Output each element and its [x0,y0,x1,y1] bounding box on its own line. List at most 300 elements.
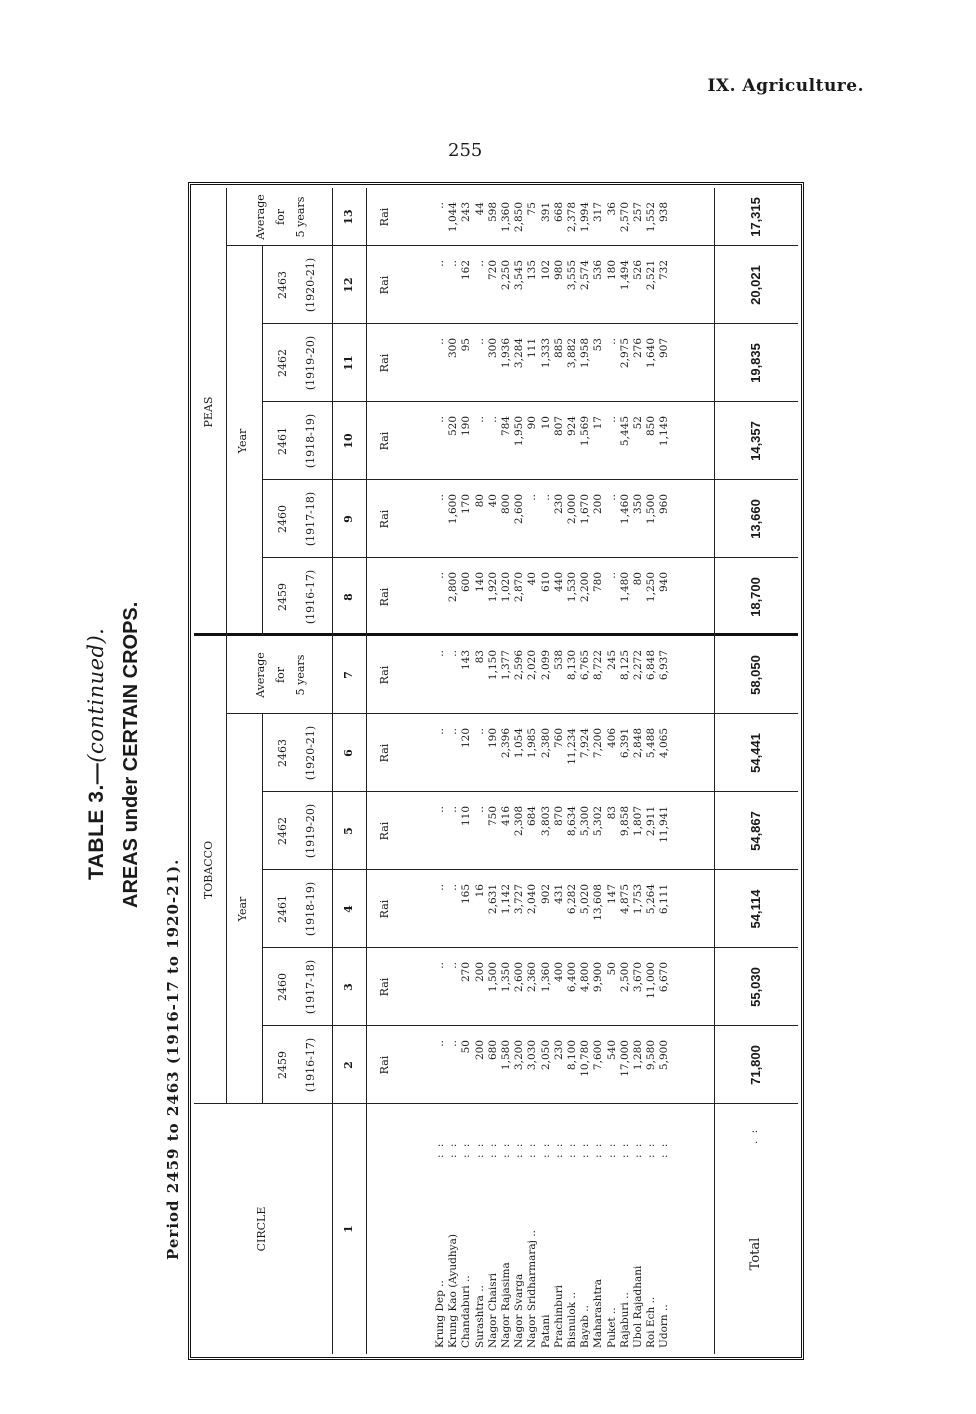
peas-header: PEAS [202,396,215,428]
peas-value: 2,975 [618,338,631,369]
tobacco-value: .. [447,650,460,657]
tobacco-value: 6,282 [566,884,578,915]
tobacco-value: 750 [486,806,499,827]
peas-value: 52 [632,416,644,430]
peas-value: 1,950 [513,416,526,447]
tobacco-value: 6,400 [566,962,578,993]
tobacco-total: 54,114 [748,889,763,929]
leader-dots: : : [645,1141,658,1158]
peas-value: 5,445 [618,416,631,447]
peas-value: 784 [500,416,512,437]
peas-value: 1,333 [539,338,552,369]
tobacco-value: 1,054 [513,728,526,759]
tobacco-total: 54,441 [748,733,763,773]
tobacco-value: 3,030 [526,1040,539,1071]
tobacco-value: 3,200 [513,1040,526,1071]
peas-total: 13,660 [748,499,763,539]
peas-value: 885 [552,338,565,359]
peas-value: 391 [539,202,552,223]
tobacco-value: 9,580 [645,1040,658,1071]
peas-value: 3,882 [566,338,578,369]
tobacco-value: 1,500 [486,962,499,993]
peas-value: 80 [473,494,486,508]
peas-value: 780 [592,572,605,593]
column-number: 9 [342,515,355,523]
peas-value: 230 [552,494,565,515]
tobacco-value: 540 [605,1040,618,1061]
peas-value: 276 [632,338,644,359]
tobacco-year-ad: (1919-20) [304,803,317,859]
total-rule [714,188,715,1354]
tobacco-value: .. [473,728,486,735]
peas-total: 19,835 [748,343,763,383]
tobacco-year-be: 2460 [276,973,289,1001]
tobacco-total: 71,800 [748,1045,763,1085]
peas-value: .. [434,202,446,209]
tobacco-value: 8,722 [592,650,605,681]
peas-value: .. [605,416,618,423]
circle-name: Bisnulok .. [566,1291,578,1348]
peas-value: 850 [645,416,658,437]
leader-dots: : : [526,1141,539,1158]
column-number: 12 [342,277,355,293]
tobacco-value: 7,200 [592,728,605,759]
peas-year-be: 2463 [276,271,289,299]
unit-label: Rai [378,977,391,997]
tobacco-value: 2,308 [513,806,526,837]
tobacco-value: 2,596 [513,650,526,681]
tobacco-value: 50 [460,1040,473,1054]
peas-value: 180 [605,260,618,281]
tobacco-value: 9,900 [592,962,605,993]
tobacco-year-header: Year [236,896,249,922]
peas-value: 2,521 [645,260,658,291]
peas-value: 1,494 [618,260,631,291]
tobacco-value: 4,065 [658,728,671,759]
year-rule [262,246,263,636]
tobacco-value: 2,380 [539,728,552,759]
leader-dots: : : [605,1141,618,1158]
tobacco-value: .. [434,728,446,735]
tobacco-value: 7,600 [592,1040,605,1071]
peas-value: 610 [539,572,552,593]
crop-areas-table [194,188,798,1354]
leader-dots: : : [539,1141,552,1158]
peas-value: .. [434,572,446,579]
tobacco-value: 10,780 [579,1040,592,1077]
tobacco-value: 3,803 [539,806,552,837]
circle-name: Prachinburi [552,1285,565,1348]
peas-year-be: 2462 [276,349,289,377]
table-period: Period 2459 to 2463 (1916-17 to 1920-21). [164,858,182,1260]
tobacco-value: 870 [552,806,565,827]
peas-value: 300 [447,338,460,359]
tobacco-average-header: 5 years [294,654,307,696]
tobacco-value: 1,985 [526,728,539,759]
peas-value: 807 [552,416,565,437]
peas-value: 1,250 [645,572,658,603]
tobacco-value: 684 [526,806,539,827]
tobacco-average-header: Average [254,652,267,698]
table-title-main: TABLE 3.— [85,762,108,880]
peas-value: 3,545 [513,260,526,291]
peas-average-header: for [274,209,287,225]
peas-value: 1,149 [658,416,671,447]
tobacco-value: 270 [460,962,473,983]
circle-name: Nagor Chaisri [486,1272,499,1348]
leader-dots: : : [618,1141,631,1158]
tobacco-average-header: for [274,667,287,683]
leader-dots: : : [566,1141,578,1158]
circle-name: Roi Ech .. [645,1296,658,1348]
column-number: 13 [342,209,355,225]
peas-value: 668 [552,202,565,223]
tobacco-value: 50 [605,962,618,976]
tobacco-value: 8,634 [566,806,578,837]
peas-value: 111 [526,338,539,359]
tobacco-value: 16 [473,884,486,898]
peas-value: 1,640 [645,338,658,369]
peas-value: 3,284 [513,338,526,369]
peas-value: 732 [658,260,671,281]
tobacco-value: 2,911 [645,806,658,837]
peas-value: 102 [539,260,552,281]
tobacco-value: 200 [473,962,486,983]
group-rule [226,188,227,1104]
column-number: 4 [342,905,355,913]
peas-value: 440 [552,572,565,593]
peas-value: 1,044 [447,202,460,233]
peas-value: 520 [447,416,460,437]
tobacco-value: 6,848 [645,650,658,681]
tobacco-year-ad: (1917-18) [304,959,317,1015]
tobacco-value: 2,848 [632,728,644,759]
peas-value: 190 [460,416,473,437]
peas-value: 600 [460,572,473,593]
leader-dots: : : [632,1141,644,1158]
peas-value: 2,800 [447,572,460,603]
peas-value: 257 [632,202,644,223]
unit-rule [366,188,367,1354]
tobacco-value: 8,125 [618,650,631,681]
tobacco-value: 1,807 [632,806,644,837]
column-number: 11 [342,355,355,371]
peas-total: 14,357 [748,421,763,461]
unit-label: Rai [378,353,391,373]
column-number: 8 [342,593,355,601]
peas-average-header: 5 years [294,196,307,238]
tobacco-value: 7,924 [579,728,592,759]
peas-value: .. [486,416,499,423]
tobacco-value: 2,020 [526,650,539,681]
tobacco-value: 5,300 [579,806,592,837]
peas-value: 2,200 [579,572,592,603]
tobacco-value: 165 [460,884,473,905]
tobacco-value: .. [473,806,486,813]
tobacco-value: .. [447,806,460,813]
peas-average-header: Average [254,194,267,240]
peas-value: 1,569 [579,416,592,447]
tobacco-value: 2,272 [632,650,644,681]
tobacco-value: 2,600 [513,962,526,993]
peas-value: 1,460 [618,494,631,525]
circle-name: Puket .. [605,1307,618,1348]
tobacco-value: 1,142 [500,884,512,915]
peas-value: 1,360 [500,202,512,233]
circle-name: Maharashtra [592,1279,605,1348]
peas-value: 90 [526,416,539,430]
column-number: 2 [342,1061,355,1069]
tobacco-year-be: 2462 [276,817,289,845]
peas-year-be: 2460 [276,505,289,533]
peas-value: 938 [658,202,671,223]
peas-value: .. [473,338,486,345]
tobacco-value: 6,111 [658,884,671,915]
tobacco-value: 1,580 [500,1040,512,1071]
leader-dots: : : [552,1141,565,1158]
peas-year-ad: (1917-18) [304,491,317,547]
leader-dots: : : [473,1141,486,1158]
peas-value: 907 [658,338,671,359]
tobacco-value: 11,941 [658,806,671,843]
peas-year-ad: (1918-19) [304,413,317,469]
peas-year-be: 2459 [276,583,289,611]
tobacco-value: 8,130 [566,650,578,681]
tobacco-value: 1,280 [632,1040,644,1071]
peas-value: 1,670 [579,494,592,525]
tobacco-value: 1,377 [500,650,512,681]
circle-name: Chandaburi .. [460,1275,473,1348]
circle-name: Krung Kao (Ayudhya) [447,1234,460,1348]
tobacco-value: .. [447,884,460,891]
peas-value: 3,555 [566,260,578,291]
peas-value: 1,936 [500,338,512,369]
tobacco-value: 120 [460,728,473,749]
unit-label: Rai [378,821,391,841]
peas-value: 980 [552,260,565,281]
peas-value: 1,920 [486,572,499,603]
tobacco-value: 17,000 [618,1040,631,1077]
peas-value: 135 [526,260,539,281]
peas-value: 170 [460,494,473,515]
circle-name: Bayab .. [579,1305,592,1348]
tobacco-value: 5,488 [645,728,658,759]
peas-value: .. [434,416,446,423]
peas-value: 53 [592,338,605,352]
peas-value: 1,480 [618,572,631,603]
year-rule [262,714,263,1104]
peas-value: .. [526,494,539,501]
peas-value: 2,000 [566,494,578,525]
tobacco-value: .. [447,962,460,969]
peas-value: 960 [658,494,671,515]
tobacco-value: 200 [473,1040,486,1061]
unit-label: Rai [378,587,391,607]
unit-label: Rai [378,431,391,451]
tobacco-value: 2,631 [486,884,499,915]
tobacco-value: 8,100 [566,1040,578,1071]
tobacco-value: 110 [460,806,473,827]
peas-value: 598 [486,202,499,223]
column-number: 1 [342,1225,355,1233]
leader-dots: : : [579,1141,592,1158]
peas-value: 44 [473,202,486,216]
peas-value: 317 [592,202,605,223]
tobacco-value: 190 [486,728,499,749]
tobacco-value: 416 [500,806,512,827]
leader-dots: : : [513,1141,526,1158]
tobacco-value: 5,302 [592,806,605,837]
peas-value: .. [605,494,618,501]
table-title [84,628,109,880]
leader-dots: : : [592,1141,605,1158]
table-subtitle: AREAS under CERTAIN CROPS. [120,601,142,908]
tobacco-value: 538 [552,650,565,671]
circle-name: Patani [539,1314,552,1348]
tobacco-value: 400 [552,962,565,983]
peas-value: 40 [486,494,499,508]
tobacco-value: 902 [539,884,552,905]
tobacco-value: 4,875 [618,884,631,915]
peas-value: 243 [460,202,473,223]
column-number: 10 [342,433,355,449]
tobacco-value: 6,391 [618,728,631,759]
peas-value: 36 [605,202,618,216]
leader-dots: : : [434,1141,446,1158]
peas-value: 2,570 [618,202,631,233]
circle-name: Krung Dep .. [434,1280,446,1348]
peas-value: 75 [526,202,539,216]
peas-value: 1,020 [500,572,512,603]
tobacco-value: .. [434,962,446,969]
tobacco-value: 6,765 [579,650,592,681]
peas-value: .. [605,572,618,579]
unit-label: Rai [378,275,391,295]
tobacco-value: .. [447,1040,460,1047]
tobacco-header: TOBACCO [202,840,215,900]
circle-name: Nagor Rajasima [500,1262,512,1348]
column-number: 6 [342,749,355,757]
peas-value: 40 [526,572,539,586]
leader-dots: : : [658,1141,671,1158]
unit-label: Rai [378,509,391,529]
tobacco-value: 11,000 [645,962,658,999]
peas-value: 17 [592,416,605,430]
tobacco-year-be: 2463 [276,739,289,767]
circle-name: Surashtra .. [473,1285,486,1348]
peas-value: 1,552 [645,202,658,233]
peas-total: 20,021 [748,265,763,305]
leader-dots: : : [500,1141,512,1158]
peas-value: 536 [592,260,605,281]
column-number: 5 [342,827,355,835]
peas-value: 162 [460,260,473,281]
peas-value: .. [434,338,446,345]
tobacco-value: 147 [605,884,618,905]
peas-value: 526 [632,260,644,281]
peas-year-ad: (1919-20) [304,335,317,391]
peas-value: 800 [500,494,512,515]
tobacco-value: .. [447,728,460,735]
unit-label: Rai [378,743,391,763]
peas-value: .. [434,494,446,501]
circle-name: Nagor Sridharmaraj .. [526,1230,539,1348]
circle-name: Rajaburi .. [618,1292,631,1348]
tobacco-value: 1,753 [632,884,644,915]
tobacco-value: 143 [460,650,473,671]
peas-total: 18,700 [748,577,763,617]
tobacco-total: 54,867 [748,811,763,851]
peas-value: 2,574 [579,260,592,291]
peas-value: 200 [592,494,605,515]
tobacco-value: 3,727 [513,884,526,915]
tobacco-value: .. [434,1040,446,1047]
peas-value: 720 [486,260,499,281]
peas-year-be: 2461 [276,427,289,455]
peas-value: 1,994 [579,202,592,233]
leader-dots: . : [748,1127,760,1144]
total-label: Total [748,1237,763,1271]
peas-value: 140 [473,572,486,593]
column-number: 3 [342,983,355,991]
peas-value: .. [434,260,446,267]
tobacco-value: 680 [486,1040,499,1061]
tobacco-value: 406 [605,728,618,749]
leader-dots: : : [447,1141,460,1158]
tobacco-value: 2,040 [526,884,539,915]
tobacco-value: 83 [605,806,618,820]
tobacco-value: 245 [605,650,618,671]
circle-header: CIRCLE [255,1206,268,1252]
tobacco-value: 431 [552,884,565,905]
tobacco-total: 58,050 [748,655,763,695]
leader-dots: : : [460,1141,473,1158]
peas-value: 940 [658,572,671,593]
circle-name: Nagor Svarga [513,1273,526,1348]
tobacco-value: 6,670 [658,962,671,993]
tobacco-value: 2,396 [500,728,512,759]
peas-value: 1,958 [579,338,592,369]
peas-year-header: Year [236,428,249,454]
peas-value: 350 [632,494,644,515]
circle-name: Ubol Rajadhani [632,1265,644,1348]
peas-value: 1,600 [447,494,460,525]
tobacco-value: 5,900 [658,1040,671,1071]
unit-label: Rai [378,1055,391,1075]
tobacco-value: 11,234 [566,728,578,765]
peas-value: 924 [566,416,578,437]
peas-value: .. [447,260,460,267]
tobacco-value: 9,858 [618,806,631,837]
tobacco-value: 1,360 [539,962,552,993]
section-heading: IX. Agriculture. [707,76,864,96]
unit-label: Rai [378,665,391,685]
tobacco-value: 83 [473,650,486,664]
tobacco-year-be: 2459 [276,1051,289,1079]
tobacco-year-ad: (1916-17) [304,1037,317,1093]
peas-value: 2,850 [513,202,526,233]
tobacco-value: .. [434,650,446,657]
tobacco-value: 2,360 [526,962,539,993]
peas-value: .. [473,416,486,423]
peas-value: 80 [632,572,644,586]
column-number: 7 [342,671,355,679]
tobacco-value: 230 [552,1040,565,1061]
tobacco-value: 5,020 [579,884,592,915]
peas-value: .. [605,338,618,345]
peas-total: 17,315 [748,197,763,237]
tobacco-value: 2,099 [539,650,552,681]
